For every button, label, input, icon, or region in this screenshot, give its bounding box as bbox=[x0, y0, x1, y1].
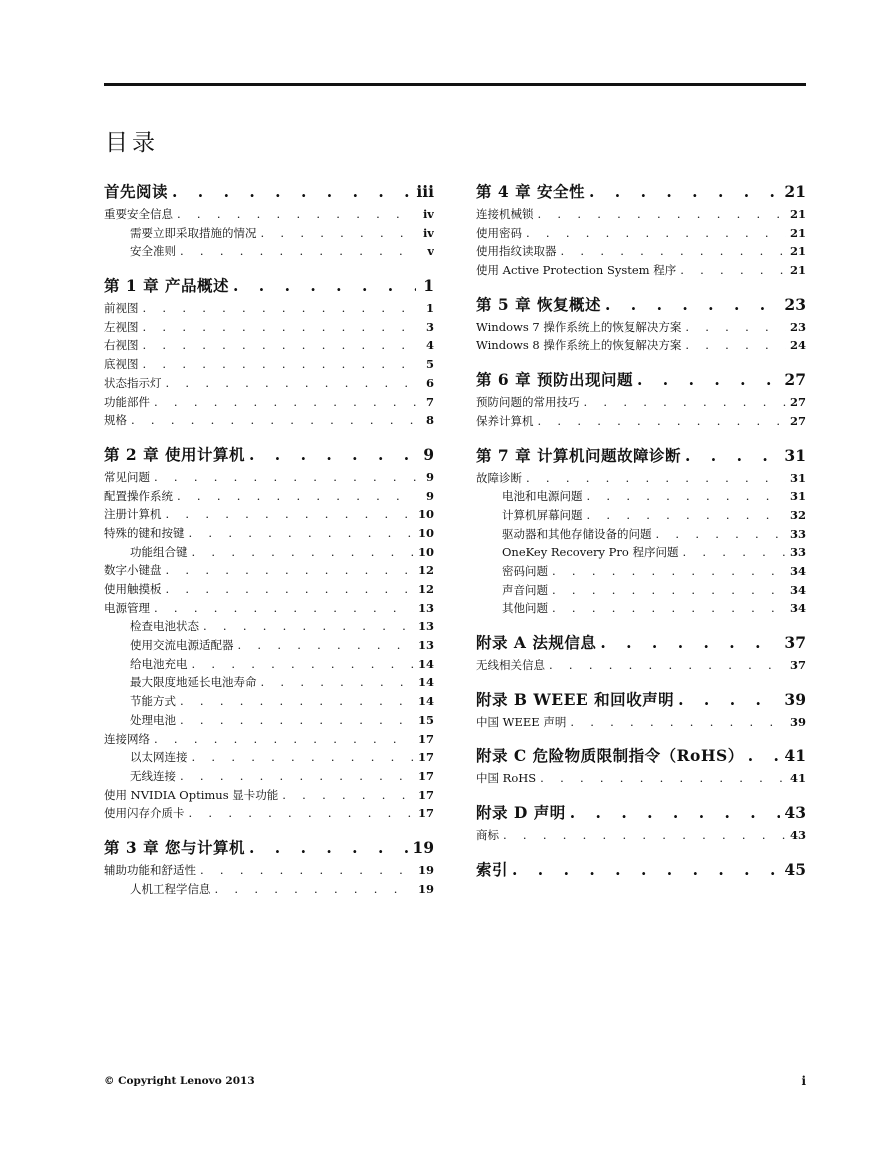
toc-entry-page: 8 bbox=[425, 413, 434, 428]
toc-entry-page: 14 bbox=[417, 675, 434, 690]
toc-entry[interactable] bbox=[104, 636, 434, 655]
toc-entry-page: 9 bbox=[425, 469, 434, 484]
toc-dot-leader bbox=[600, 630, 780, 656]
toc-entry-page: 31 bbox=[789, 470, 806, 485]
toc-dot-leader bbox=[570, 800, 781, 826]
toc-entry-page: 10 bbox=[417, 544, 434, 559]
toc-section bbox=[476, 367, 806, 430]
toc-entry-title: 商标 bbox=[476, 828, 499, 843]
toc-entry[interactable] bbox=[104, 655, 434, 674]
toc-dot-leader bbox=[233, 273, 416, 299]
toc-dot-leader bbox=[192, 748, 414, 767]
toc-entry-title: 第 4 章 安全性 bbox=[476, 182, 585, 201]
toc-dot-leader bbox=[526, 224, 786, 243]
toc-chapter-entry[interactable] bbox=[476, 443, 806, 469]
toc-entry-page: iv bbox=[422, 225, 434, 240]
toc-entry-page: 21 bbox=[789, 244, 806, 259]
toc-entry-page: 41 bbox=[784, 746, 806, 766]
toc-entry-title: 左视图 bbox=[104, 319, 139, 334]
toc-dot-leader bbox=[605, 292, 780, 318]
toc-section bbox=[476, 743, 806, 788]
toc-entry-page: 24 bbox=[789, 338, 806, 353]
toc-dot-leader bbox=[154, 468, 416, 487]
toc-entry-title: 使用指纹读取器 bbox=[476, 244, 557, 259]
toc-entry-page: 12 bbox=[417, 582, 434, 596]
toc-entry-title: 功能组合键 bbox=[130, 544, 188, 559]
toc-section bbox=[476, 292, 806, 355]
toc-entry-page: 21 bbox=[789, 207, 806, 221]
toc-dot-leader bbox=[189, 524, 414, 543]
toc-dot-leader bbox=[189, 804, 414, 823]
toc-dot-leader bbox=[261, 673, 414, 692]
toc-dot-leader bbox=[192, 655, 414, 674]
toc-entry-title: 预防问题的常用技巧 bbox=[476, 395, 580, 410]
toc-dot-leader bbox=[166, 561, 414, 580]
toc-chapter-entry[interactable] bbox=[476, 630, 806, 656]
toc-entry-title: 重要安全信息 bbox=[104, 207, 173, 221]
toc-dot-leader bbox=[249, 442, 416, 468]
toc-entry-title: 给电池充电 bbox=[130, 656, 188, 671]
toc-entry-title: 状态指示灯 bbox=[104, 375, 162, 390]
toc-entry-page: 13 bbox=[417, 638, 434, 653]
toc-entry-title: 规格 bbox=[104, 413, 127, 428]
toc-entry-title: 使用触摸板 bbox=[104, 582, 162, 596]
toc-entry-page: 17 bbox=[417, 806, 434, 821]
toc-entry[interactable] bbox=[476, 336, 806, 355]
toc-entry-page: 34 bbox=[789, 563, 806, 578]
toc-entry-page: 43 bbox=[784, 803, 806, 823]
toc-entry[interactable] bbox=[104, 617, 434, 636]
toc-entry-title: 其他问题 bbox=[502, 601, 548, 616]
toc-dot-leader bbox=[166, 374, 417, 393]
toc-entry[interactable] bbox=[104, 561, 434, 580]
toc-entry[interactable] bbox=[104, 336, 434, 355]
toc-entry-page: 37 bbox=[789, 658, 806, 672]
toc-entry-page: 17 bbox=[417, 731, 434, 746]
toc-entry-title: 附录 A 法规信息 bbox=[476, 633, 597, 652]
toc-entry-page: 1 bbox=[423, 276, 434, 296]
toc-entry-page: 34 bbox=[789, 601, 806, 616]
toc-dot-leader bbox=[131, 411, 416, 430]
toc-entry-page: 7 bbox=[425, 394, 434, 409]
header-rule bbox=[104, 83, 806, 86]
toc-entry-title: 检查电池状态 bbox=[130, 619, 199, 634]
toc-entry-title: 使用交流电源适配器 bbox=[130, 638, 234, 653]
toc-entry-page: 41 bbox=[789, 771, 806, 786]
toc-dot-leader bbox=[200, 861, 414, 880]
toc-entry[interactable] bbox=[476, 826, 806, 845]
toc-entry[interactable] bbox=[476, 525, 806, 544]
toc-section bbox=[104, 835, 434, 898]
toc-entry-page: iv bbox=[422, 207, 434, 221]
toc-chapter-entry[interactable] bbox=[104, 442, 434, 468]
toc-entry[interactable] bbox=[104, 242, 434, 261]
toc-dot-leader bbox=[656, 525, 786, 544]
toc-dot-leader bbox=[192, 543, 414, 562]
toc-entry-page: 14 bbox=[417, 694, 434, 709]
toc-entry-page: 10 bbox=[417, 525, 434, 540]
toc-dot-leader bbox=[561, 242, 786, 261]
toc-dot-leader bbox=[172, 179, 412, 205]
toc-entry-title: OneKey Recovery Pro 程序问题 bbox=[502, 545, 679, 560]
toc-entry-page: 45 bbox=[784, 859, 806, 879]
toc-entry-title: 功能部件 bbox=[104, 394, 150, 409]
toc-entry[interactable] bbox=[476, 581, 806, 600]
toc-entry[interactable] bbox=[104, 730, 434, 749]
toc-entry-page: iii bbox=[416, 182, 434, 201]
toc-entry-title: 使用闪存介质卡 bbox=[104, 806, 185, 821]
toc-entry-page: 14 bbox=[417, 656, 434, 671]
toc-entry-page: 21 bbox=[789, 263, 806, 278]
toc-entry-title: 第 6 章 预防出现问题 bbox=[476, 370, 633, 390]
toc-entry[interactable] bbox=[104, 374, 434, 393]
toc-section bbox=[476, 800, 806, 845]
toc-entry-page: 32 bbox=[789, 507, 806, 522]
toc-dot-leader bbox=[682, 543, 786, 562]
toc-entry-title: 节能方式 bbox=[130, 694, 176, 709]
toc-entry[interactable] bbox=[476, 506, 806, 525]
toc-entry[interactable] bbox=[104, 299, 434, 318]
toc-entry-title: 安全准则 bbox=[130, 244, 176, 259]
toc-dot-leader bbox=[748, 743, 781, 769]
toc-dot-leader bbox=[177, 487, 416, 506]
toc-entry[interactable] bbox=[104, 767, 434, 786]
toc-chapter-entry[interactable] bbox=[476, 292, 806, 318]
toc-entry-page: 27 bbox=[789, 395, 806, 410]
toc-dot-leader bbox=[238, 636, 414, 655]
toc-entry-title: 配置操作系统 bbox=[104, 488, 173, 503]
toc-entry[interactable] bbox=[104, 468, 434, 487]
toc-entry-page: 33 bbox=[789, 526, 806, 541]
toc-dot-leader bbox=[143, 355, 417, 374]
copyright-notice: © Copyright Lenovo 2013 bbox=[104, 1075, 255, 1087]
toc-entry[interactable] bbox=[104, 543, 434, 562]
toc-entry-page: 23 bbox=[784, 294, 806, 314]
toc-entry-title: 数字小键盘 bbox=[104, 563, 162, 578]
toc-entry[interactable] bbox=[104, 711, 434, 730]
toc-entry-page: 17 bbox=[417, 787, 434, 802]
toc-entry-page: 1 bbox=[425, 301, 434, 316]
toc-entry-title: 右视图 bbox=[104, 338, 139, 353]
toc-dot-leader bbox=[154, 730, 414, 749]
toc-entry-title: 附录 C 危险物质限制指令（RoHS） bbox=[476, 746, 744, 766]
toc-section bbox=[476, 687, 806, 732]
toc-entry[interactable] bbox=[476, 412, 806, 431]
toc-section bbox=[104, 273, 434, 430]
toc-entry-page: 19 bbox=[412, 837, 434, 857]
toc-entry-title: 密码问题 bbox=[502, 563, 548, 578]
toc-dot-leader bbox=[143, 336, 417, 355]
toc-dot-leader bbox=[685, 443, 780, 469]
toc-entry[interactable] bbox=[104, 205, 434, 224]
toc-section bbox=[476, 443, 806, 619]
toc-entry-title: 第 3 章 您与计算机 bbox=[104, 837, 245, 857]
toc-entry-title: 连接网络 bbox=[104, 731, 150, 746]
toc-entry-page: 9 bbox=[425, 488, 434, 503]
toc-entry-title: 附录 B WEEE 和回收声明 bbox=[476, 689, 675, 709]
toc-entry-page: 10 bbox=[417, 507, 434, 522]
toc-entry-page: 3 bbox=[425, 319, 434, 334]
toc-dot-leader bbox=[526, 469, 786, 488]
toc-entry-title: 驱动器和其他存储设备的问题 bbox=[502, 526, 652, 541]
toc-entry-title: Windows 7 操作系统上的恢复解决方案 bbox=[476, 319, 682, 334]
toc-entry[interactable] bbox=[476, 393, 806, 412]
toc-entry-page: 19 bbox=[417, 862, 434, 877]
toc-entry-title: 处理电池 bbox=[130, 712, 176, 727]
toc-chapter-entry[interactable] bbox=[476, 687, 806, 713]
toc-entry-page: 4 bbox=[425, 338, 434, 353]
toc-entry[interactable] bbox=[476, 599, 806, 618]
toc-entry-title: 电源管理 bbox=[104, 600, 150, 615]
toc-dot-leader bbox=[587, 506, 786, 525]
toc-entry[interactable] bbox=[476, 769, 806, 788]
toc-entry-title: 中国 RoHS bbox=[476, 771, 537, 786]
toc-entry[interactable] bbox=[104, 786, 434, 805]
toc-entry[interactable] bbox=[476, 242, 806, 261]
toc-dot-leader bbox=[552, 581, 786, 600]
toc-entry[interactable] bbox=[476, 205, 806, 224]
toc-entry[interactable] bbox=[104, 692, 434, 711]
toc-entry-title: 首先阅读 bbox=[104, 182, 169, 201]
toc-section bbox=[476, 857, 806, 883]
toc-entry-title: 需要立即采取措施的情况 bbox=[130, 225, 257, 240]
toc-dot-leader bbox=[215, 880, 414, 899]
toc-dot-leader bbox=[549, 656, 786, 675]
toc-entry-title: 附录 D 声明 bbox=[476, 803, 566, 823]
toc-entry-page: 21 bbox=[789, 225, 806, 240]
toc-entry-title: 第 2 章 使用计算机 bbox=[104, 444, 245, 464]
toc-dot-leader bbox=[249, 835, 408, 861]
toc-entry-title: 前视图 bbox=[104, 301, 139, 316]
toc-dot-leader bbox=[154, 393, 416, 412]
toc-entry-title: Windows 8 操作系统上的恢复解决方案 bbox=[476, 338, 682, 353]
toc-entry-page: 39 bbox=[784, 689, 806, 709]
toc-entry-title: 第 7 章 计算机问题故障诊断 bbox=[476, 445, 681, 465]
toc-dot-leader bbox=[587, 487, 786, 506]
toc-chapter-entry[interactable] bbox=[476, 367, 806, 393]
toc-entry-page: 39 bbox=[789, 714, 806, 729]
toc-dot-leader bbox=[261, 224, 417, 243]
toc-chapter-entry[interactable] bbox=[476, 857, 806, 883]
toc-entry[interactable] bbox=[476, 713, 806, 732]
toc-entry-page: 21 bbox=[784, 182, 806, 201]
toc-entry[interactable] bbox=[104, 599, 434, 618]
toc-entry-title: 故障诊断 bbox=[476, 470, 522, 485]
toc-entry-title: 使用 NVIDIA Optimus 显卡功能 bbox=[104, 787, 279, 802]
toc-entry-title: 常见问题 bbox=[104, 469, 150, 484]
toc-entry-page: 15 bbox=[417, 712, 434, 727]
toc-entry[interactable] bbox=[476, 656, 806, 675]
toc-dot-leader bbox=[540, 769, 786, 788]
toc-left-column bbox=[104, 179, 434, 910]
toc-entry[interactable] bbox=[104, 673, 434, 692]
toc-dot-leader bbox=[552, 562, 786, 581]
toc-entry[interactable] bbox=[476, 562, 806, 581]
toc-dot-leader bbox=[538, 412, 786, 431]
toc-chapter-entry[interactable] bbox=[104, 273, 434, 299]
toc-section bbox=[476, 179, 806, 280]
toc-chapter-entry[interactable] bbox=[104, 179, 434, 205]
toc-chapter-entry[interactable] bbox=[476, 179, 806, 205]
toc-dot-leader bbox=[154, 599, 414, 618]
toc-dot-leader bbox=[552, 599, 786, 618]
toc-entry-title: 无线相关信息 bbox=[476, 658, 545, 672]
toc-dot-leader bbox=[203, 617, 414, 636]
toc-entry[interactable] bbox=[104, 748, 434, 767]
toc-dot-leader bbox=[282, 786, 414, 805]
toc-entry[interactable] bbox=[104, 524, 434, 543]
toc-entry[interactable] bbox=[104, 355, 434, 374]
toc-entry-title: 最大限度地延长电池寿命 bbox=[130, 675, 257, 690]
toc-entry[interactable] bbox=[476, 543, 806, 562]
page-number: i bbox=[801, 1074, 806, 1088]
toc-chapter-entry[interactable] bbox=[476, 800, 806, 826]
toc-entry[interactable] bbox=[476, 469, 806, 488]
toc-entry[interactable] bbox=[476, 487, 806, 506]
toc-entry-title: 第 5 章 恢复概述 bbox=[476, 294, 601, 314]
toc-entry[interactable] bbox=[104, 318, 434, 337]
toc-entry-title: 注册计算机 bbox=[104, 507, 162, 522]
toc-entry-page: 31 bbox=[789, 489, 806, 504]
toc-entry-title: 以太网连接 bbox=[130, 750, 188, 765]
toc-entry[interactable] bbox=[104, 804, 434, 823]
toc-entry-title: 声音问题 bbox=[502, 582, 548, 597]
toc-dot-leader bbox=[180, 711, 414, 730]
toc-entry[interactable] bbox=[104, 224, 434, 243]
toc-entry-page: 33 bbox=[789, 545, 806, 560]
toc-dot-leader bbox=[177, 205, 416, 224]
toc-dot-leader bbox=[166, 505, 414, 524]
toc-entry-title: 无线连接 bbox=[130, 768, 176, 783]
toc-dot-leader bbox=[584, 393, 786, 412]
toc-dot-leader bbox=[180, 767, 414, 786]
toc-entry[interactable] bbox=[476, 318, 806, 337]
toc-entry-title: 辅助功能和舒适性 bbox=[104, 862, 196, 877]
toc-dot-leader bbox=[637, 367, 780, 393]
toc-entry-page: 17 bbox=[417, 768, 434, 783]
toc-entry[interactable] bbox=[476, 261, 806, 280]
toc-dot-leader bbox=[678, 687, 780, 713]
toc-section bbox=[104, 442, 434, 823]
toc-chapter-entry[interactable] bbox=[476, 743, 806, 769]
toc-dot-leader bbox=[512, 857, 780, 883]
toc-entry-title: 人机工程学信息 bbox=[130, 881, 211, 896]
toc-dot-leader bbox=[166, 580, 414, 599]
toc-entry-page: 9 bbox=[423, 444, 434, 464]
toc-entry-page: 27 bbox=[784, 370, 806, 390]
toc-entry-title: 使用密码 bbox=[476, 225, 522, 240]
toc-entry-title: 底视图 bbox=[104, 357, 139, 372]
toc-entry[interactable] bbox=[104, 411, 434, 430]
toc-entry-page: 27 bbox=[789, 413, 806, 428]
toc-section bbox=[104, 179, 434, 261]
toc-entry-title: 使用 Active Protection System 程序 bbox=[476, 263, 677, 278]
toc-dot-leader bbox=[503, 826, 786, 845]
toc-dot-leader bbox=[180, 242, 416, 261]
toc-entry-page: 12 bbox=[417, 563, 434, 578]
toc-entry-page: 6 bbox=[425, 375, 434, 390]
toc-entry[interactable] bbox=[104, 861, 434, 880]
toc-entry[interactable] bbox=[104, 580, 434, 599]
toc-entry[interactable] bbox=[476, 224, 806, 243]
toc-entry-page: 5 bbox=[425, 357, 434, 372]
toc-entry-page: 23 bbox=[789, 319, 806, 334]
toc-entry[interactable] bbox=[104, 393, 434, 412]
toc-entry-title: 中国 WEEE 声明 bbox=[476, 714, 567, 729]
toc-entry-page: 31 bbox=[784, 445, 806, 465]
toc-entry-title: 连接机械锁 bbox=[476, 207, 534, 221]
toc-entry-page: 17 bbox=[417, 750, 434, 765]
toc-entry-page: 19 bbox=[417, 881, 434, 896]
toc-entry-title: 计算机屏幕问题 bbox=[502, 507, 583, 522]
toc-dot-leader bbox=[143, 299, 417, 318]
toc-entry-page: 13 bbox=[417, 600, 434, 615]
toc-entry-title: 保养计算机 bbox=[476, 413, 534, 428]
toc-entry-title: 第 1 章 产品概述 bbox=[104, 276, 229, 296]
toc-section bbox=[476, 630, 806, 675]
toc-dot-leader bbox=[685, 336, 786, 355]
toc-dot-leader bbox=[589, 179, 780, 205]
toc-chapter-entry[interactable] bbox=[104, 835, 434, 861]
toc-dot-leader bbox=[180, 692, 414, 711]
toc-entry[interactable] bbox=[104, 505, 434, 524]
toc-entry[interactable] bbox=[104, 487, 434, 506]
toc-dot-leader bbox=[680, 261, 786, 280]
toc-entry-page: 13 bbox=[417, 619, 434, 634]
toc-dot-leader bbox=[570, 713, 786, 732]
toc-dot-leader bbox=[685, 318, 786, 337]
page-title: 目录 bbox=[105, 130, 159, 156]
toc-right-column bbox=[476, 179, 806, 895]
toc-entry-title: 索引 bbox=[476, 859, 509, 879]
toc-entry-page: 37 bbox=[784, 633, 806, 652]
toc-dot-leader bbox=[538, 205, 786, 224]
toc-entry[interactable] bbox=[104, 880, 434, 899]
toc-entry-page: v bbox=[427, 244, 434, 259]
toc-dot-leader bbox=[143, 318, 417, 337]
toc-entry-page: 43 bbox=[789, 828, 806, 843]
toc-entry-title: 特殊的键和按键 bbox=[104, 525, 185, 540]
toc-entry-page: 34 bbox=[789, 582, 806, 597]
toc-entry-title: 电池和电源问题 bbox=[502, 489, 583, 504]
